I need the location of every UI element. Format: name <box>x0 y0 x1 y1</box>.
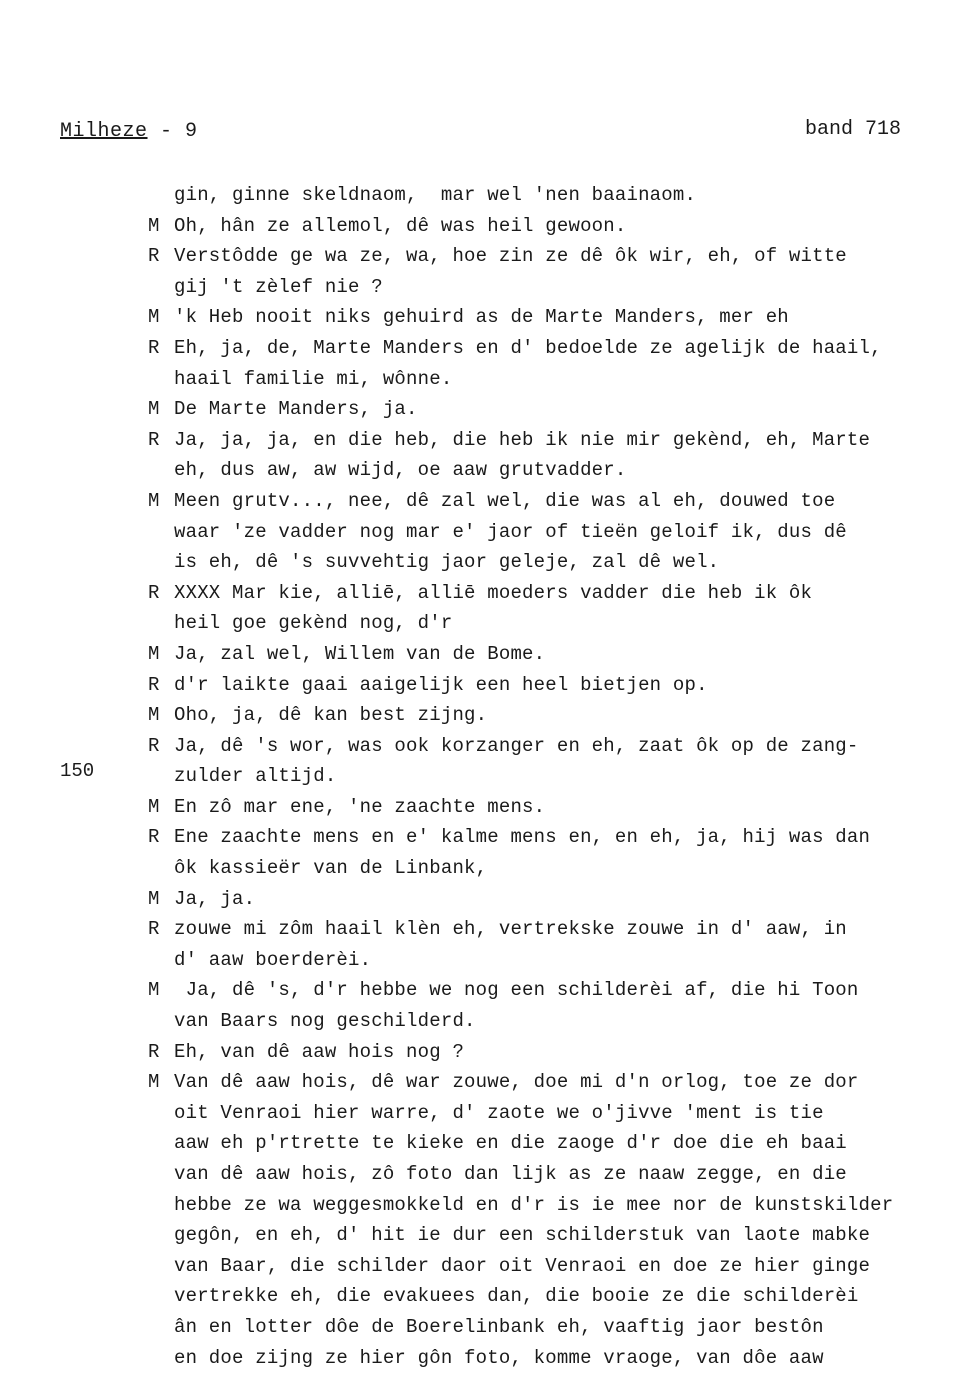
transcript <box>148 180 958 1373</box>
utterance-line: Meen grutv..., nee, dê zal wel, die was al eh, douwed toe <box>174 489 836 512</box>
utterance <box>174 241 958 302</box>
utterance <box>174 792 958 823</box>
page-header-left <box>60 120 198 143</box>
utterance <box>174 180 958 211</box>
speaker-label: R <box>148 673 160 696</box>
utterance <box>174 486 958 578</box>
utterance-line: is eh, dê 's suvvehtig jaor geleje, zal dê wel. <box>174 551 720 574</box>
utterance-line: haail familie mi, wônne. <box>174 367 453 390</box>
header-separator: - <box>147 120 186 143</box>
utterance-line: gin, ginne skeldnaom, mar wel 'nen baainaom. <box>174 184 697 206</box>
utterance-line: hebbe ze wa weggesmokkeld en d'r is ie mee nor de kunstskilder <box>174 1193 894 1216</box>
utterance <box>174 1037 958 1068</box>
utterance-line: gij 't zèlef nie ? <box>174 275 383 298</box>
page-number: 9 <box>185 120 198 143</box>
speaker-label: R <box>148 428 160 451</box>
utterance-line: Oh, hân ze allemol, dê was heil gewoon. <box>174 214 627 237</box>
transcript-turn <box>148 241 958 302</box>
utterance <box>174 639 958 670</box>
utterance-line: Eh, van dê aaw hois nog ? <box>174 1040 465 1063</box>
utterance <box>174 394 958 425</box>
utterance-line: oit Venraoi hier warre, d' zaote we o'jivve 'ment is tie <box>174 1101 824 1124</box>
transcript-turn <box>148 822 958 883</box>
speaker-label: R <box>148 245 160 268</box>
speaker-label: M <box>148 887 160 910</box>
utterance-line: XXXX Mar kie, alliē, alliē moeders vadder die heb ik ôk <box>174 581 813 604</box>
utterance-line: van dê aaw hois, zô foto dan lijk as ze naaw zegge, en die <box>174 1163 847 1185</box>
utterance <box>174 578 958 639</box>
utterance <box>174 822 958 883</box>
utterance <box>174 1067 958 1373</box>
utterance-line: waar 'ze vadder nog mar e' jaor of tieën geloif ik, dus dê <box>174 520 847 543</box>
utterance-line: Oho, ja, dê kan best zijng. <box>174 704 488 727</box>
utterance-line: gegôn, en eh, d' hit ie dur een schilderstuk van laote mabke <box>174 1224 871 1247</box>
transcript-turn <box>148 975 958 1036</box>
transcript-turn <box>148 425 958 486</box>
speaker-label: M <box>148 398 160 421</box>
utterance-line: zouwe mi zôm haail klèn eh, vertrekske zouwe in d' aaw, in <box>174 918 847 941</box>
utterance-line: van Baar, die schilder daor oit Venraoi en doe ze hier ginge <box>174 1254 871 1277</box>
transcript-turn <box>148 1067 958 1373</box>
utterance-line: zulder altijd. <box>174 765 337 788</box>
utterance <box>174 914 958 975</box>
utterance-line: d' aaw boerderèi. <box>174 948 372 971</box>
speaker-label: R <box>148 1040 160 1063</box>
utterance-line: Ja, zal wel, Willem van de Bome. <box>174 642 546 665</box>
speaker-label: M <box>148 489 160 512</box>
transcript-turn <box>148 394 958 425</box>
utterance-line: ân en lotter dôe de Boerelinbank eh, vaaftig jaor bestôn <box>174 1315 824 1338</box>
speaker-label: M <box>148 795 160 818</box>
utterance-line: Ja, ja. <box>174 887 256 910</box>
speaker-label: R <box>148 826 160 849</box>
utterance-line: ôk kassieër van de Linbank, <box>174 857 488 880</box>
speaker-label <box>148 180 174 211</box>
utterance <box>174 211 958 242</box>
utterance-line: Ja, dê 's, d'r hebbe we nog een schilderèi af, die hi Toon <box>174 979 859 1002</box>
utterance-line: 'k Heb nooit niks gehuird as de Marte Manders, mer eh <box>174 306 789 329</box>
utterance-line: eh, dus aw, aw wijd, oe aaw grutvadder. <box>174 459 627 482</box>
speaker-label: M <box>148 306 160 329</box>
transcript-turn <box>148 578 958 639</box>
speaker-label: R <box>148 581 160 604</box>
transcript-turn <box>148 180 958 211</box>
transcript-turn <box>148 731 958 792</box>
utterance-line: aaw eh p'rtrette te kieke en die zaoge d'r doe die eh baai <box>174 1132 847 1155</box>
utterance <box>174 700 958 731</box>
speaker-label: M <box>148 642 160 665</box>
transcript-turn <box>148 884 958 915</box>
utterance <box>174 975 958 1036</box>
place-name: Milheze <box>60 120 148 143</box>
transcript-turn <box>148 639 958 670</box>
utterance-line: De Marte Manders, ja. <box>174 398 418 421</box>
utterance <box>174 302 958 333</box>
utterance-line: d'r laikte gaai aaigelijk een heel bietjen op. <box>174 673 708 696</box>
utterance-line: vertrekke eh, die evakuees dan, die booie ze die schilderèi <box>174 1285 859 1308</box>
margin-line-number: 150 <box>60 760 95 782</box>
utterance-line: En zô mar ene, 'ne zaachte mens. <box>174 795 546 818</box>
utterance-line: Eh, ja, de, Marte Manders en d' bedoelde ze agelijk de haail, <box>174 336 882 359</box>
transcript-turn <box>148 333 958 394</box>
utterance-line: Ene zaachte mens en e' kalme mens en, en eh, ja, hij was dan <box>174 826 871 849</box>
speaker-label: M <box>148 214 160 237</box>
transcript-turn <box>148 211 958 242</box>
speaker-label: M <box>148 979 160 1002</box>
transcript-turn <box>148 700 958 731</box>
transcript-turn <box>148 670 958 701</box>
speaker-label: R <box>148 918 160 941</box>
speaker-label: M <box>148 1071 160 1094</box>
transcript-turn <box>148 486 958 578</box>
speaker-label: R <box>148 336 160 359</box>
utterance <box>174 333 958 394</box>
utterance <box>174 425 958 486</box>
speaker-label: M <box>148 704 160 727</box>
utterance-line: Van dê aaw hois, dê war zouwe, doe mi d'n orlog, toe ze dor <box>174 1071 859 1094</box>
transcript-turn <box>148 1037 958 1068</box>
utterance-line: van Baars nog geschilderd. <box>174 1010 476 1033</box>
utterance-line: en doe zijng ze hier gôn foto, komme vraoge, van dôe aaw <box>174 1346 824 1369</box>
band-number: band 718 <box>804 118 901 141</box>
transcript-turn <box>148 792 958 823</box>
utterance-line: Ja, dê 's wor, was ook korzanger en eh, zaat ôk op de zang- <box>174 734 859 757</box>
transcript-turn <box>148 914 958 975</box>
utterance-line: heil goe gekènd nog, d'r <box>174 612 453 635</box>
utterance <box>174 731 958 792</box>
utterance <box>174 884 958 915</box>
transcript-turn <box>148 302 958 333</box>
speaker-label: R <box>148 734 160 757</box>
utterance <box>174 670 958 701</box>
utterance-line: Ja, ja, ja, en die heb, die heb ik nie mir gekènd, eh, Marte <box>174 428 871 451</box>
utterance-line: Verstôdde ge wa ze, wa, hoe zin ze dê ôk wir, eh, of witte <box>174 245 847 268</box>
